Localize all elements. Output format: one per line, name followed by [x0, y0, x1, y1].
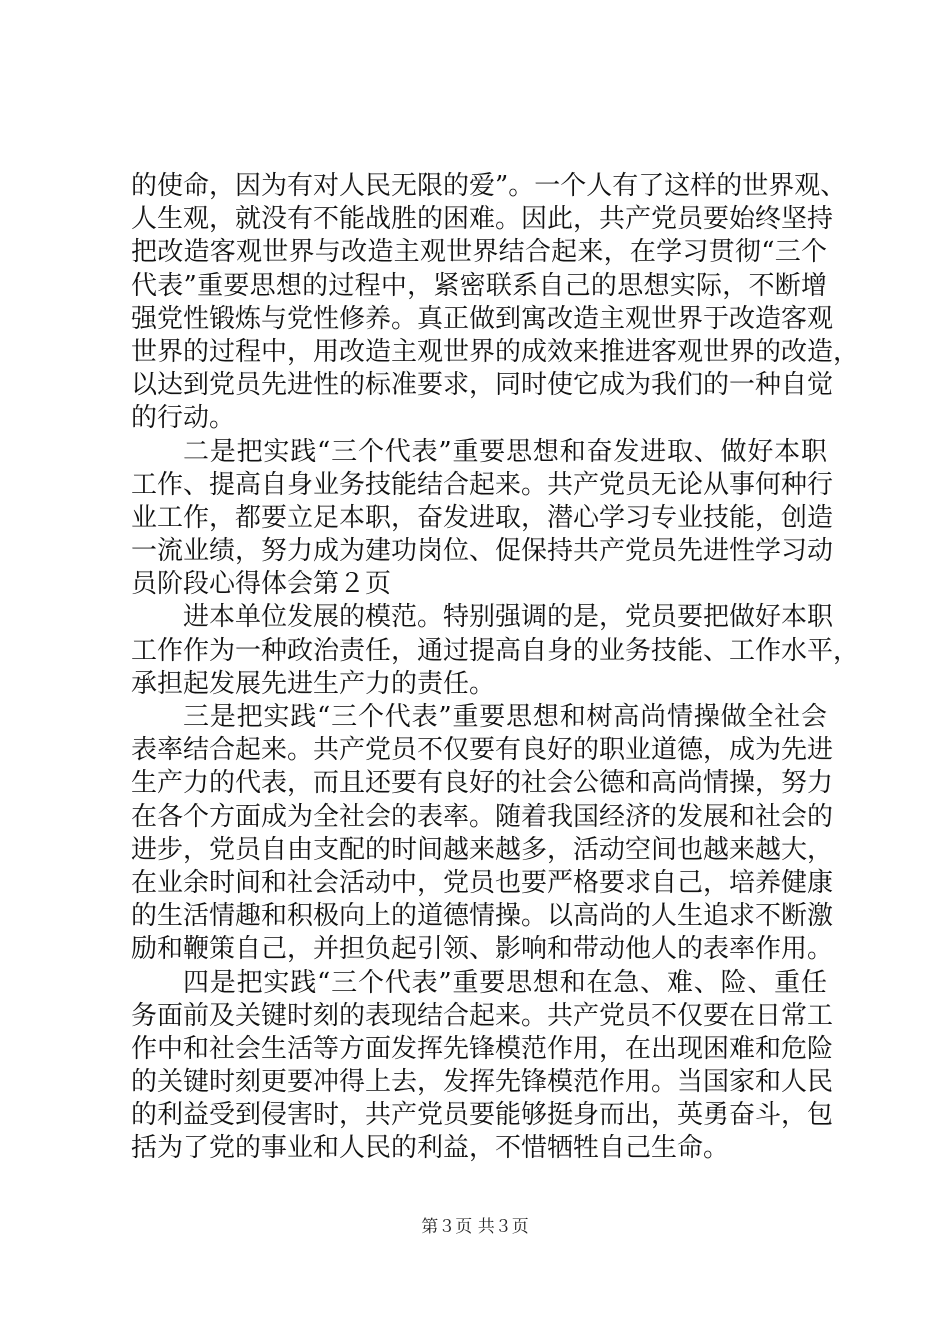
text-line: 员阶段心得体会第２页: [131, 569, 392, 600]
text-line: 的关键时刻更要冲得上去，发挥先锋模范作用。当国家和人民: [131, 1067, 834, 1098]
text-line: 务面前及关键时刻的表现结合起来。共产党员不仅要在日常工: [131, 1000, 834, 1031]
text-line: 三是把实践“三个代表”重要思想和树高尚情操做全社会: [183, 702, 827, 732]
text-line: 工作、提高自身业务技能结合起来。共产党员无论从事何种行: [131, 469, 834, 500]
text-line: 生产力的代表，而且还要有良好的社会公德和高尚情操，努力: [131, 768, 834, 799]
text-line: 二是把实践“三个代表”重要思想和奋发进取、做好本职: [183, 436, 827, 467]
text-line: 把改造客观世界与改造主观世界结合起来，在学习贯彻“三个: [131, 237, 827, 268]
text-line: 在业余时间和社会活动中，党员也要严格要求自己，培养健康: [131, 867, 834, 898]
text-line: 代表”重要思想的过程中，紧密联系自己的思想实际，不断增: [131, 270, 827, 301]
text-line: 强党性锻炼与党性修养。真正做到寓改造主观世界于改造客观: [131, 303, 834, 334]
text-line: 世界的过程中，用改造主观世界的成效来推进客观世界的改造，: [131, 336, 860, 367]
text-line: 在各个方面成为全社会的表率。随着我国经济的发展和社会的: [131, 801, 834, 832]
text-line: 表率结合起来。共产党员不仅要有良好的职业道德，成为先进: [131, 735, 834, 766]
text-line: 承担起发展先进生产力的责任。: [131, 668, 496, 699]
text-line: 人生观，就没有不能战胜的困难。因此，共产党员要始终坚持: [131, 204, 834, 235]
page-footer: 第３页 共３页: [421, 1217, 529, 1237]
document-body: [131, 170, 860, 1166]
text-line: 括为了党的事业和人民的利益，不惜牺牲自己生命。: [131, 1133, 730, 1164]
text-line: 业工作，都要立足本职，奋发进取，潜心学习专业技能，创造: [131, 502, 834, 533]
text-line: 的利益受到侵害时，共产党员要能够挺身而出，英勇奋斗，包: [131, 1100, 834, 1131]
text-line: 一流业绩，努力成为建功岗位、促保持共产党员先进性学习动: [131, 536, 834, 567]
text-line: 进本单位发展的模范。特别强调的是，党员要把做好本职: [183, 602, 834, 633]
text-line: 励和鞭策自己，并担负起引领、影响和带动他人的表率作用。: [131, 934, 834, 965]
text-line: 的行动。: [131, 403, 236, 434]
text-line: 进步，党员自由支配的时间越来越多，活动空间也越来越大，: [131, 834, 834, 865]
text-line: 以达到党员先进性的标准要求，同时使它成为我们的一种自觉: [131, 370, 834, 401]
text-line: 的使命，因为有对人民无限的爱”。一个人有了这样的世界观、: [131, 171, 847, 201]
text-line: 工作作为一种政治责任，通过提高自身的业务技能、工作水平，: [131, 635, 860, 666]
text-line: 的生活情趣和积极向上的道德情操。以高尚的人生追求不断激: [131, 901, 834, 932]
text-line: 四是把实践“三个代表”重要思想和在急、难、险、重任: [183, 967, 827, 998]
text-line: 作中和社会生活等方面发挥先锋模范作用，在出现困难和危险: [131, 1033, 834, 1064]
